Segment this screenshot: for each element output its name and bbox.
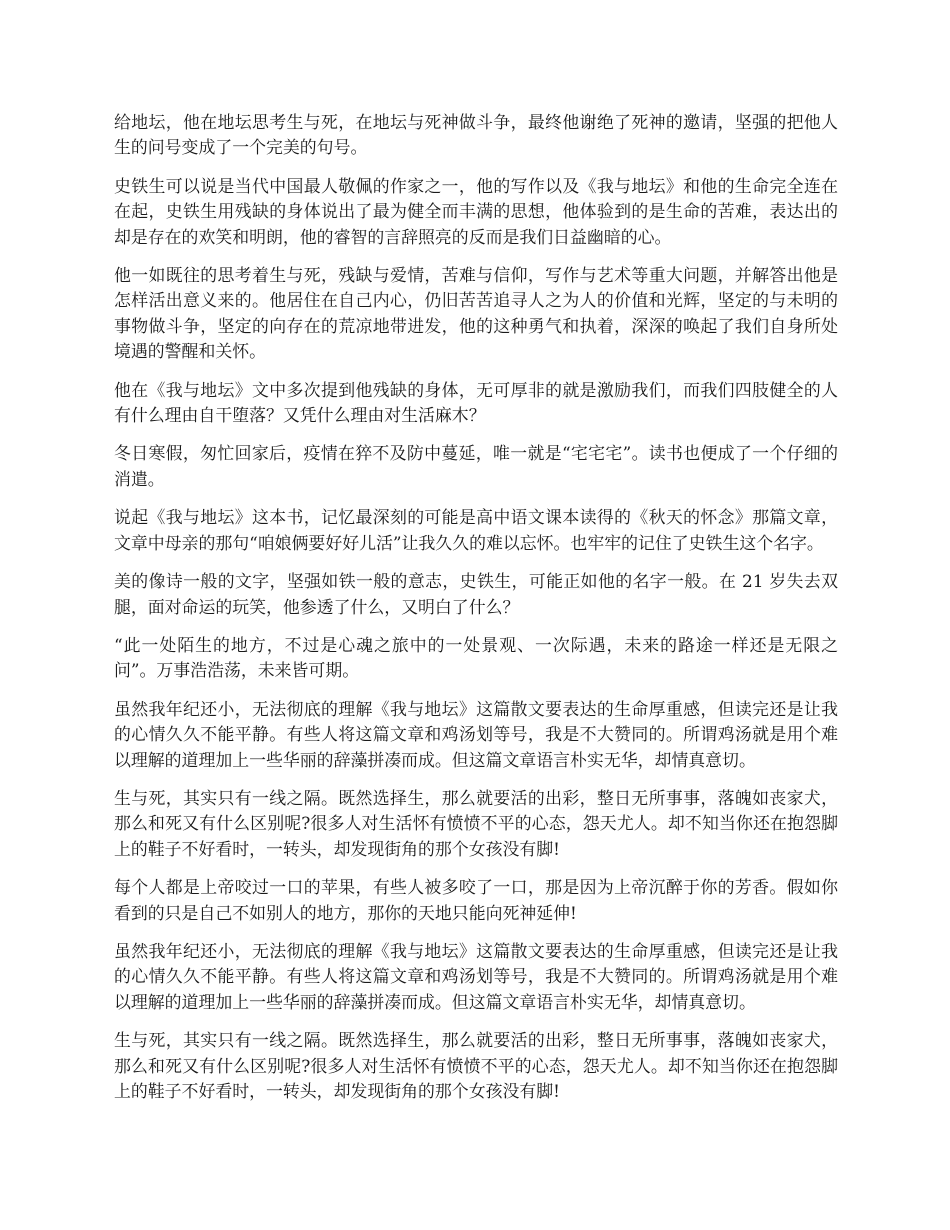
paragraph-5: 冬日寒假，匆忙回家后，疫情在猝不及防中蔓延，唯一就是“宅宅宅”。读书也便成了一个仔细的消遣。 — [114, 443, 838, 489]
document-page — [114, 110, 838, 1117]
paragraph-6: 说起《我与地坛》这本书，记忆最深刻的可能是高中语文课本读得的《秋天的怀念》那篇文章，文章中母亲的那句“咱娘俩要好好儿活”让我久久的难以忘怀。也牢牢的记住了史铁生这个名字。 — [114, 507, 838, 553]
paragraph-9: 虽然我年纪还小，无法彻底的理解《我与地坛》这篇散文要表达的生命厚重感，但读完还是让我的心情久久不能平静。有些人将这篇文章和鸡汤划等号，我是不大赞同的。所谓鸡汤就是用个难以理解的道理加上一些华丽的辞藻拼凑而成。但这篇文章语言朴实无华，却情真意切。 — [114, 698, 838, 770]
paragraph-3: 他一如既往的思考着生与死，残缺与爱情，苦难与信仰，写作与艺术等重大问题，并解答出他是怎样活出意义来的。他居住在自己内心，仍旧苦苦追寻人之为人的价值和光辉，坚定的与未明的事物做斗争，坚定的向存在的荒凉地带进发，他的这种勇气和执着，深深的唤起了我们自身所处境遇的警醒和关怀。 — [114, 265, 838, 362]
paragraph-11: 每个人都是上帝咬过一口的苹果，有些人被多咬了一口，那是因为上帝沉醉于你的芳香。假如你看到的只是自己不如别人的地方，那你的天地只能向死神延伸! — [114, 877, 838, 923]
paragraph-2: 史铁生可以说是当代中国最人敬佩的作家之一，他的写作以及《我与地坛》和他的生命完全连在在起，史铁生用残缺的身体说出了最为健全而丰满的思想，他体验到的是生命的苦难，表达出的却是存在的欢笑和明朗，他的睿智的言辞照亮的反而是我们日益幽暗的心。 — [114, 175, 838, 247]
paragraph-12: 虽然我年纪还小，无法彻底的理解《我与地坛》这篇散文要表达的生命厚重感，但读完还是让我的心情久久不能平静。有些人将这篇文章和鸡汤划等号，我是不大赞同的。所谓鸡汤就是用个难以理解的道理加上一些华丽的辞藻拼凑而成。但这篇文章语言朴实无华，却情真意切。 — [114, 940, 838, 1012]
paragraph-13: 生与死，其实只有一线之隔。既然选择生，那么就要活的出彩，整日无所事事，落魄如丧家犬，那么和死又有什么区别呢?很多人对生活怀有愤愤不平的心态，怨天尤人。却不知当你还在抱怨脚上的鞋子不好看时，一转头，却发现街角的那个女孩没有脚! — [114, 1030, 838, 1101]
paragraph-10: 生与死，其实只有一线之隔。既然选择生，那么就要活的出彩，整日无所事事，落魄如丧家犬，那么和死又有什么区别呢?很多人对生活怀有愤愤不平的心态，怨天尤人。却不知当你还在抱怨脚上的鞋子不好看时，一转头，却发现街角的那个女孩没有脚! — [114, 787, 838, 859]
paragraph-7: 美的像诗一般的文字，坚强如铁一般的意志，史铁生，可能正如他的名字一般。在 21 岁失去双腿，面对命运的玩笑，他参透了什么，又明白了什么？ — [114, 571, 838, 617]
paragraph-8: “此一处陌生的地方，不过是心魂之旅中的一处景观、一次际遇，未来的路途一样还是无限之问”。万事浩浩荡，未来皆可期。 — [114, 634, 838, 681]
paragraph-4: 他在《我与地坛》文中多次提到他残缺的身体，无可厚非的就是激励我们，而我们四肢健全的人有什么理由自干堕落？又凭什么理由对生活麻木？ — [114, 379, 838, 426]
paragraph-1: 给地坛，他在地坛思考生与死，在地坛与死神做斗争，最终他谢绝了死神的邀请，坚强的把他人生的问号变成了一个完美的句号。 — [114, 112, 838, 158]
